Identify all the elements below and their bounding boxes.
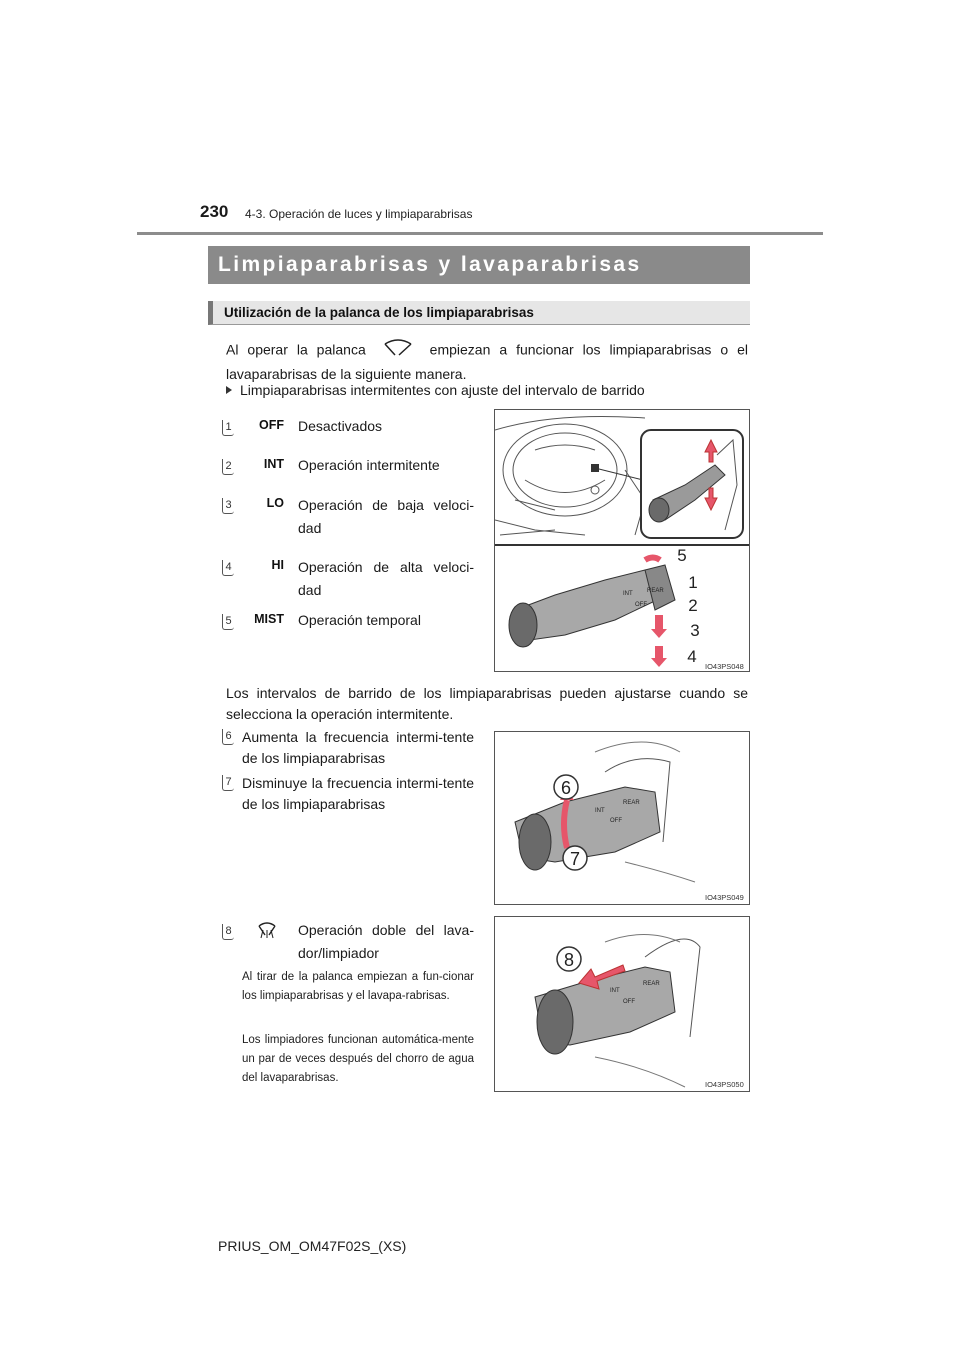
- subsection-title: Utilización de la palanca de los limpiaparabrisas: [208, 301, 750, 325]
- document-code: PRIUS_OM_OM47F02S_(XS): [218, 1238, 407, 1254]
- callout-label: 4: [687, 647, 697, 666]
- washer-note-1: Al tirar de la palanca empiezan a fun-cionar los limpiaparabrisas y el lavapa-rabrisas.: [242, 971, 474, 1002]
- washer-symbol-icon: [256, 918, 278, 945]
- lever-mark: REAR: [647, 588, 664, 594]
- callout-label: 6: [560, 778, 572, 798]
- lever-mark: INT: [610, 988, 620, 994]
- interval-paragraph: Los intervalos de barrido de los limpiaparabrisas pueden ajustarse cuando se selecciona la operación intermitente.: [226, 685, 748, 722]
- page-number: 230: [200, 202, 229, 221]
- lever-mark: INT: [595, 808, 605, 814]
- header-rule: [137, 232, 823, 235]
- callout-number: 6: [222, 729, 234, 745]
- figure-2-drawing: [495, 732, 750, 905]
- chapter-title: 4-3. Operación de luces y limpiaparabrisas: [245, 207, 473, 221]
- figure-washer-operation: [494, 916, 750, 1092]
- bullet-intermittent: [226, 380, 748, 401]
- washer-description: Operación doble del lava-dor/limpiador: [298, 922, 474, 961]
- callout-number: 3: [222, 498, 234, 514]
- callout-number: 7: [222, 775, 234, 791]
- figure-wiper-lever-positions: [494, 409, 750, 672]
- mode-label: HI: [271, 558, 284, 572]
- section-title: Limpiaparabrisas y lavaparabrisas: [208, 246, 750, 284]
- callout-label: 8: [563, 950, 575, 970]
- mode-label: OFF: [259, 418, 284, 432]
- callout-number: 4: [222, 560, 234, 576]
- adjust-description: Disminuye la frecuencia intermi-tente de los limpiaparabrisas: [242, 775, 474, 812]
- bullet-arrow-icon: [226, 386, 232, 394]
- callout-number: 5: [222, 614, 234, 630]
- lever-mark: OFF: [623, 999, 635, 1005]
- callout-label: 1: [688, 573, 698, 592]
- callout-number: 8: [222, 924, 234, 940]
- figure-1-drawing: [495, 410, 750, 672]
- intro-text-2: empiezan a funcionar los limpiaparabrisas o el lavaparabrisas de la siguiente manera.: [226, 341, 749, 382]
- mode-description: Operación de alta veloci-dad: [298, 559, 474, 598]
- wiper-symbol-icon: [375, 338, 421, 364]
- adjust-description: Aumenta la frecuencia intermi-tente de los limpiaparabrisas: [242, 729, 474, 766]
- mode-label: MIST: [254, 612, 284, 626]
- figure-code: IO43PS049: [705, 893, 744, 902]
- mode-label: LO: [266, 496, 284, 510]
- callout-number: 2: [222, 459, 234, 475]
- mode-description: Desactivados: [298, 418, 383, 434]
- bullet-text: Limpiaparabrisas intermitentes con ajuste del intervalo de barrido: [240, 382, 645, 398]
- mode-label: INT: [263, 457, 284, 471]
- washer-note-2: Los limpiadores funcionan automática-mente un par de veces después del chorro de agua del lavaparabrisas.: [242, 1034, 474, 1084]
- lever-mark: REAR: [623, 800, 640, 806]
- mode-description: Operación temporal: [298, 612, 421, 628]
- callout-label: 5: [677, 546, 687, 565]
- lever-mark: OFF: [610, 818, 622, 824]
- callout-label: 2: [688, 596, 698, 615]
- callout-label: 3: [690, 621, 700, 640]
- intro-paragraph: [226, 338, 748, 385]
- callout-label: 7: [569, 849, 581, 869]
- lever-mark: INT: [623, 591, 633, 597]
- figure-3-drawing: [495, 917, 750, 1092]
- lever-mark: OFF: [635, 602, 647, 608]
- callout-number: 1: [222, 420, 234, 436]
- mode-description: Operación intermitente: [298, 457, 440, 473]
- figure-code: IO43PS048: [705, 662, 744, 671]
- figure-code: IO43PS050: [705, 1080, 744, 1089]
- figure-interval-adjust: [494, 731, 750, 905]
- mode-description: Operación de baja veloci-dad: [298, 497, 474, 536]
- lever-mark: REAR: [643, 981, 660, 987]
- intro-text-1: Al operar la palanca: [226, 341, 366, 358]
